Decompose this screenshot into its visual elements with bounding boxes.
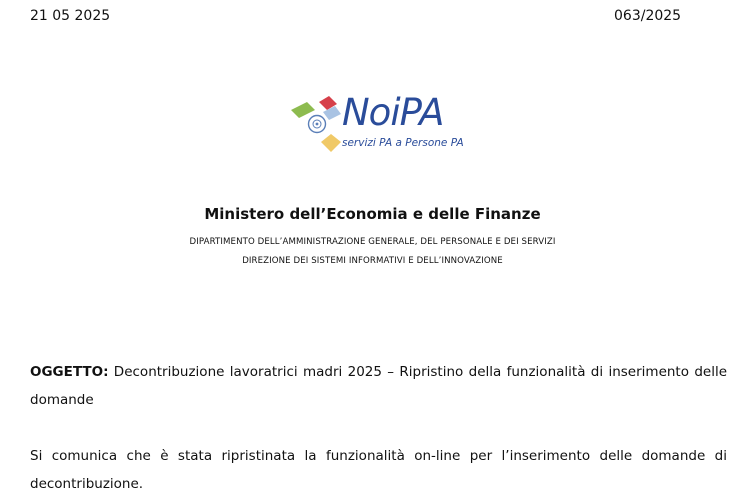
noipa-wordmark-noi: Noi	[342, 91, 400, 134]
directorate-name: DIREZIONE DEI SISTEMI INFORMATIVI E DELL’INNOVAZIONE	[242, 256, 503, 266]
noipa-tagline: servizi PA a Persone PA	[342, 137, 464, 149]
noipa-wordmark	[342, 91, 444, 134]
noipa-wordmark-pa: PA	[399, 91, 444, 134]
noipa-emblem-icon	[285, 94, 345, 158]
body-paragraph: Si comunica che è stata ripristinata la funzionalità on-line per l’inserimento delle domande di decontribuzione.	[30, 448, 727, 492]
subject-label: OGGETTO:	[30, 364, 109, 380]
subject-text: Decontribuzione lavoratrici madri 2025 – Ripristino della funzionalità di inserimento delle domande	[30, 364, 727, 408]
ministry-title: Ministero dell’Economia e delle Finanze	[204, 205, 541, 223]
document-date: 21 05 2025	[30, 8, 111, 24]
department-name: DIPARTIMENTO DELL’AMMINISTRAZIONE GENERALE, DEL PERSONALE E DEI SERVIZI	[189, 237, 556, 247]
subject-paragraph	[30, 358, 727, 414]
noipa-logo	[285, 91, 485, 158]
document-number: 063/2025	[614, 8, 682, 24]
